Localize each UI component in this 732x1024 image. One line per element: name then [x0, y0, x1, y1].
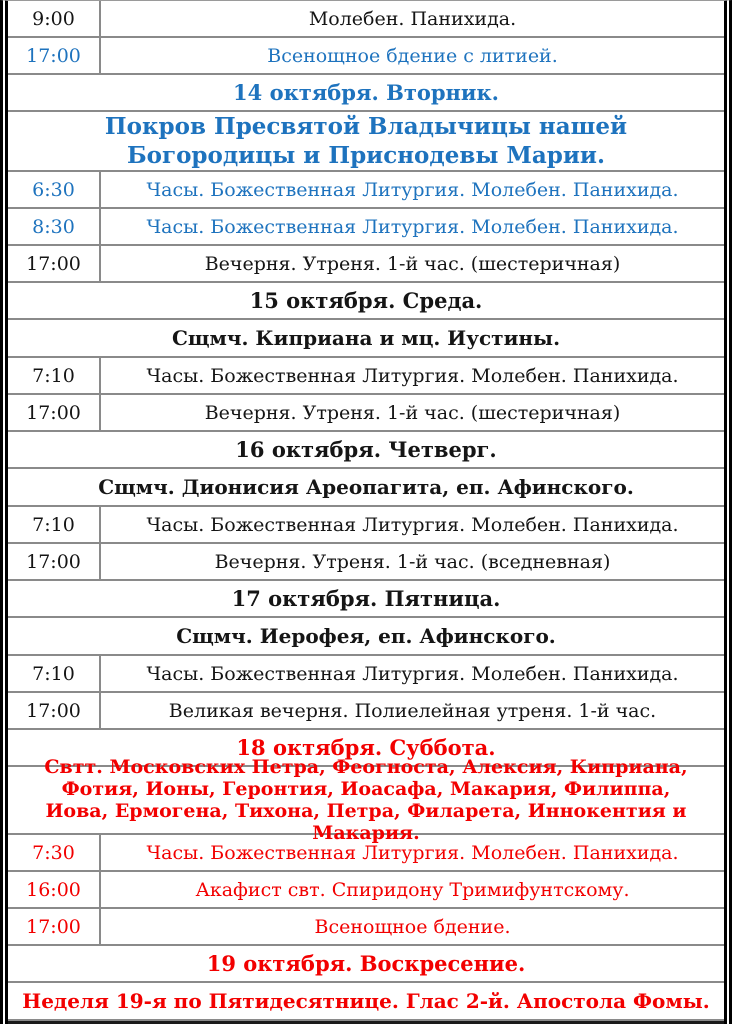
header-text: 16 октября. Четверг.: [235, 437, 497, 462]
service-description: Часы. Божественная Литургия. Молебен. Панихида.: [146, 178, 679, 201]
service-row: [8, 358, 724, 395]
service-time: 17:00: [8, 246, 101, 281]
date-header-row: [8, 432, 724, 469]
service-row: [8, 909, 724, 946]
service-time: 7:10: [8, 358, 101, 393]
service-time: 7:10: [8, 507, 101, 542]
header-text: Неделя 19-я по Пятидесятнице. Глас 2-й. Апостола Фомы.: [22, 989, 710, 1013]
service-row: [8, 835, 724, 872]
service-description: Часы. Божественная Литургия. Молебен. Панихида.: [146, 364, 679, 387]
service-time: 9:00: [8, 1, 101, 36]
header-text: Сщмч. Дионисия Ареопагита, еп. Афинского.: [98, 475, 634, 499]
date-header-row: [8, 283, 724, 320]
service-time: 17:00: [8, 544, 101, 579]
service-description: Акафист свт. Спиридону Тримифунтскому.: [195, 878, 630, 901]
feast-header-row: [8, 618, 724, 656]
service-time: 7:10: [8, 656, 101, 691]
service-time: 16:00: [8, 872, 101, 907]
service-description: Вечерня. Утреня. 1-й час. (шестеричная): [204, 401, 621, 424]
service-description: Часы. Божественная Литургия. Молебен. Панихида.: [146, 841, 679, 864]
feast-header-row: [8, 469, 724, 507]
header-text: Сщмч. Киприана и мц. Иустины.: [171, 326, 561, 350]
service-time: 7:30: [8, 835, 101, 870]
service-time: 8:30: [8, 209, 101, 244]
service-time: 17:00: [8, 909, 101, 944]
service-description: Великая вечерня. Полиелейная утреня. 1-й час.: [168, 699, 657, 722]
service-row: [8, 209, 724, 246]
service-time: 17:00: [8, 38, 101, 73]
header-text: 15 октября. Среда.: [249, 288, 483, 313]
header-text: 19 октября. Воскресение.: [206, 951, 526, 976]
feast-header-row: [8, 112, 724, 172]
service-description: Всенощное бдение с литией.: [267, 44, 558, 67]
header-text: 17 октября. Пятница.: [231, 586, 501, 611]
service-row: [8, 693, 724, 730]
service-row: [8, 172, 724, 209]
date-header-row: [8, 946, 724, 983]
header-text: Покров Пресвятой Владычицы нашей Богородицы и Приснодевы Марии.: [104, 113, 628, 169]
service-description: Вечерня. Утреня. 1-й час. (шестеричная): [204, 252, 621, 275]
service-description: Часы. Божественная Литургия. Молебен. Панихида.: [146, 662, 679, 685]
service-time: 6:30: [8, 172, 101, 207]
service-row: [8, 395, 724, 432]
service-description: Часы. Божественная Литургия. Молебен. Панихида.: [146, 215, 679, 238]
service-row: [8, 38, 724, 75]
header-text: Свтт. Московских Петра, Феогноста, Алексия, Киприана, Фотия, Ионы, Геронтия, Иоасафа, Макария, Филиппа, Иова, Ермогена, Тихона, Петра, Филарета, Иннокентия и Макария.: [44, 756, 688, 844]
service-time: 17:00: [8, 693, 101, 728]
feast-header-row: [8, 983, 724, 1021]
feast-header-row: [8, 756, 724, 844]
service-row: [8, 544, 724, 581]
feast-header-row: [8, 320, 724, 358]
header-text: 14 октября. Вторник.: [233, 80, 499, 105]
service-row: [8, 872, 724, 909]
service-row: [8, 1, 724, 38]
service-row: [8, 246, 724, 283]
service-time: 17:00: [8, 395, 101, 430]
service-description: Молебен. Панихида.: [308, 7, 517, 30]
date-header-row: [8, 75, 724, 112]
date-header-row: [8, 581, 724, 618]
service-row: [8, 656, 724, 693]
header-text: 18 октября. Суббота.: [236, 735, 496, 760]
header-text: Сщмч. Иерофея, еп. Афинского.: [176, 624, 556, 648]
service-description: Всенощное бдение.: [314, 915, 511, 938]
service-description: Часы. Божественная Литургия. Молебен. Панихида.: [146, 513, 679, 536]
schedule-rows: [8, 1, 724, 1021]
service-row: [8, 507, 724, 544]
service-description: Вечерня. Утреня. 1-й час. (вседневная): [214, 550, 611, 573]
